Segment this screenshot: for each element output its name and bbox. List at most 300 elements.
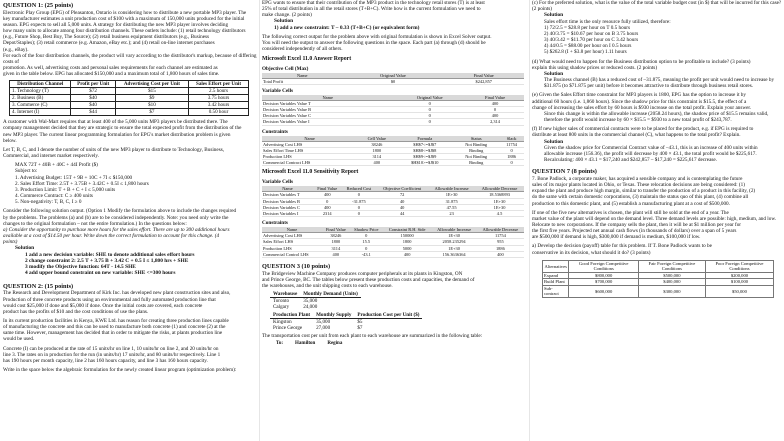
table-cell: $5 bbox=[357, 319, 363, 326]
column-header: Profit per Unit bbox=[71, 81, 115, 88]
text-line: You will need the output to answer the following questions in the space. Each part (a) through (d) should be bbox=[262, 40, 486, 47]
table-row bbox=[543, 285, 774, 297]
table-cell: $500,000 bbox=[638, 272, 705, 279]
column-left bbox=[3, 0, 258, 441]
solution-label: Solution bbox=[274, 18, 294, 25]
column-header: Allowable Increase bbox=[431, 227, 476, 233]
distribution-table bbox=[9, 80, 249, 116]
table-header-row bbox=[262, 73, 524, 79]
column-header: Constraint R.H. Side bbox=[383, 227, 432, 233]
table-cell: 400 bbox=[313, 192, 342, 198]
objective-cell-label: Objective Cell (Max) bbox=[262, 65, 309, 72]
table-cell: 38246 bbox=[357, 141, 396, 147]
table-cell: $H$9<=$J$9 bbox=[396, 153, 453, 159]
constraints-label: Constraints bbox=[262, 128, 288, 135]
production-plant-table bbox=[270, 312, 422, 331]
table-cell: 0.50 hour bbox=[189, 109, 249, 116]
table-cell: Decision Variables I bbox=[262, 210, 313, 216]
solution-line: 1 add a new decision variable: SHE to denote additional sales effort hours bbox=[25, 251, 195, 258]
table-cell: 72 bbox=[376, 192, 428, 198]
text-line: distribute at least 800 units in the commercial channel (C), what happens to the total profit? Explain. bbox=[532, 132, 741, 139]
table-cell: Calgary bbox=[273, 304, 290, 311]
table-cell: Production LHS bbox=[262, 245, 322, 251]
text-line: expand the plant and produce high margin, similar to transfer the production of a product in this facility, (2) bbox=[532, 188, 756, 195]
lp-line: 4. Commerce Contract: C ≥ 400 units bbox=[15, 193, 93, 200]
solution-line: 4 add upper bound constraint on new variable: SHE <=300 hours bbox=[25, 270, 176, 277]
column-header: Objective Coefficient bbox=[376, 186, 428, 192]
table-cell: 400 bbox=[466, 100, 524, 106]
table-cell: 400 bbox=[313, 204, 342, 210]
lp-objective: MAX 72T + 40B + 40C + 44I Profit ($) bbox=[15, 162, 98, 169]
table-cell: Decision Variables Value T bbox=[262, 100, 393, 106]
table-cell: 1800 bbox=[357, 147, 396, 153]
column-header: To: bbox=[276, 341, 284, 347]
column-header: Formula bbox=[396, 136, 453, 142]
lp-line: 3. Production Limit: T + B + C + I ≤ 5,000 units bbox=[15, 186, 116, 193]
column-header: Original Value bbox=[343, 73, 444, 79]
column-header: Shadow Price bbox=[350, 227, 383, 233]
table-cell: $300,000 bbox=[638, 285, 705, 297]
column-header: Production Plant bbox=[270, 312, 313, 319]
transport-table bbox=[270, 341, 348, 347]
column-header: Name bbox=[262, 227, 322, 233]
part-e-question: (e) Given the Sales Effort time constraint for MP3 players is 1800, EPG has the option to increase it by bbox=[532, 92, 746, 99]
lp-line: 2. Sales Effort Time: 2.5T + 3.75B + 3.42C + 0.5I ≤ 1,800 hours bbox=[15, 180, 149, 187]
column-divider bbox=[529, 0, 530, 441]
text-line: make change. (2 points) bbox=[262, 12, 312, 19]
table-cell: 400 bbox=[357, 160, 396, 166]
table-row bbox=[262, 160, 524, 166]
table-cell: 1E+30 bbox=[431, 245, 476, 251]
table-row bbox=[10, 109, 249, 116]
column-header: Name bbox=[262, 95, 393, 101]
column-header: Poor Foreign Competitive Conditions bbox=[705, 260, 773, 272]
part-f-question: (f) If new higher sales of commercial contracts were to be placed for the product, e.g. if EPG is required to bbox=[532, 126, 754, 133]
solution-line: 2) 40/3.75 = $10.67 per hour on B 3.75 hours bbox=[544, 30, 639, 37]
table-cell: $700,000 bbox=[569, 279, 639, 286]
solution-line: 2 change constraint 2: 2.5 T + 3.75 B + 3.42 C + 0.5 I ≤ 1,800 hrs + SHE bbox=[25, 257, 189, 264]
text-line: line 3. The rates on in production for the run (in units/hr) 17 units/hr, and 80 units/hr respectively. Line 1 bbox=[3, 351, 221, 358]
table-cell: Decision Variables B bbox=[262, 198, 313, 204]
table-cell: 1. Technology (T) bbox=[10, 88, 71, 95]
text-line: season. EPG expects to sell all 5,000 units. A strategy for distributing the new MP3 player involves deciding bbox=[3, 21, 229, 28]
solution-line: $31.875 (to $71.875 per unit) before it becomes attractive to distribute through business retail stores. bbox=[544, 83, 754, 90]
table-cell: Build Plant bbox=[543, 279, 569, 286]
sensitivity-constraints-label: Constraints bbox=[262, 220, 288, 227]
text-line: EPG wants to ensure that their contribution of the MP3 product in the technology retail stores (T) is at least bbox=[262, 0, 485, 6]
text-line: 7. Bone Padlock, a corporate maker, has acquired a sensible company and is contemplating the future bbox=[532, 175, 743, 182]
column-header: Final Value bbox=[443, 73, 524, 79]
solution-line: 3 modify the Objective function: 64T - 14.5 SHE bbox=[25, 264, 136, 271]
table-cell: 11754 bbox=[477, 233, 524, 239]
table-cell: 0 bbox=[313, 198, 342, 204]
table-cell: 3114 bbox=[322, 245, 350, 251]
table-cell: 2058.235294 bbox=[431, 239, 476, 245]
table-cell: 0 bbox=[499, 160, 524, 166]
table-cell: 31.875 bbox=[428, 198, 475, 204]
table-cell: 23 bbox=[428, 210, 475, 216]
column-header: Allowable Decrease bbox=[477, 227, 524, 233]
table-cell: Commercial Contract LHS bbox=[262, 160, 357, 166]
text-line: would cost $25,000 if done and $5,000 if done. Once the initial costs are covered, each concrete bbox=[3, 302, 203, 309]
table-cell: 1E+30 bbox=[475, 204, 524, 210]
text-line: key manufacturer estimates a unit production cost of $100 with a maximum of 150,000 units produced for the initial bbox=[3, 15, 245, 22]
answer-report-title: Microsoft Excel 11.0 Answer Report bbox=[262, 55, 352, 62]
part-a-question: a) Develop the decision (payoff) table for this problem. If T. Bone Padlock wants to be bbox=[532, 243, 712, 250]
table-cell: 0 bbox=[342, 204, 377, 210]
text-line: (e.g., Future Shop, Best Buy, The Source); (2) retail business equipment distributors (e.g., Business bbox=[3, 34, 210, 41]
q3-heading: QUESTION 3 (10 points) bbox=[262, 262, 331, 270]
table-cell: 4.5 bbox=[475, 210, 524, 216]
table-cell: -43.1 bbox=[350, 251, 383, 257]
table-cell: 3114 bbox=[357, 153, 396, 159]
q2-heading: QUESTION 2: (15 points) bbox=[3, 282, 74, 290]
table-cell: 0 bbox=[466, 106, 524, 112]
table-cell: 35,000 bbox=[303, 298, 318, 305]
text-line: would be used. bbox=[3, 336, 35, 343]
table-cell: 47.55 bbox=[428, 204, 475, 210]
text-line: The Bridgeview Machine Company produces computer peripherals at its plants in Kingston, ON bbox=[262, 270, 463, 277]
text-line: by the problems. The problems (a) and (b) are to be considered independently. Note: you need only write the bbox=[3, 214, 229, 221]
text-line: considered independently of all others. bbox=[262, 46, 343, 53]
table-cell: Decision Variables Value B bbox=[262, 106, 393, 112]
column-header: Warehouse bbox=[270, 291, 300, 298]
solution-line: Sales effort time is the only resource fully utilized, therefore: bbox=[544, 18, 671, 25]
table-cell: 0 bbox=[350, 233, 383, 239]
table-cell: $600,000 bbox=[569, 285, 639, 297]
table-cell: 35,000 bbox=[316, 319, 331, 326]
table-header-row bbox=[270, 341, 348, 347]
table-cell: 0 bbox=[499, 147, 524, 153]
column-header: Fair Foreign Competitive Conditions bbox=[638, 260, 705, 272]
table-cell: Decision Variables C bbox=[262, 204, 313, 210]
text-line: below. bbox=[3, 137, 17, 144]
table-cell: $200,000 bbox=[705, 272, 773, 279]
text-line: are $500,000 if demand is high, $300,000 if demand is medium, $100,000 if low. bbox=[532, 234, 701, 241]
table-row bbox=[262, 210, 524, 216]
table-cell: $H$7<=$J$7 bbox=[396, 141, 453, 147]
column-header: Slack bbox=[499, 136, 524, 142]
table-cell: Sales Effort LHS bbox=[262, 239, 322, 245]
solution-line: therefore the profit would increase by 60 × $15.5 = $930 to a new total profit of $243,787. bbox=[544, 117, 732, 124]
table-cell: 0 bbox=[393, 119, 466, 125]
text-line: sales of its major plants located in Ohio, or Texas. These relocation decisions are being considered: (1) bbox=[532, 182, 745, 189]
table-cell: $H$8<=$J$8 bbox=[396, 147, 453, 153]
table-cell: 40 bbox=[376, 204, 428, 210]
table-row bbox=[270, 304, 361, 310]
table-cell: $40 bbox=[71, 95, 115, 102]
table-cell: Sub-contract bbox=[543, 285, 569, 297]
table-cell: 44 bbox=[376, 210, 428, 216]
table-cell: 5000 bbox=[383, 245, 432, 251]
text-line: additional 60 hours (i.e. 1,860 hours). Since the shadow price for this constraint is $15.5, the effect of a bbox=[532, 98, 747, 105]
table-header-row bbox=[10, 81, 249, 88]
table-cell: 2.5 hours bbox=[189, 88, 249, 95]
text-line: changes to the original formulation – not the entire formulation.) In the questions below: bbox=[3, 220, 187, 227]
table-cell: Sales Effort Time LHS bbox=[262, 147, 357, 153]
table-cell: Decision Variables Value C bbox=[262, 113, 393, 119]
table-cell: -31.875 bbox=[342, 198, 377, 204]
solution-line: Since this change is within the allowable increase (2058.24 hours), the shadow price of $15.5 remains valid, bbox=[544, 110, 769, 117]
column-header: Final Value bbox=[322, 227, 350, 233]
table-cell: 3. Commerce (C) bbox=[10, 102, 71, 109]
table-cell: 400 bbox=[466, 113, 524, 119]
text-line: available at a cost of $14.50 per hour. Write down the correct formulation to account for this change. (4 bbox=[3, 232, 220, 239]
table-cell: $800,000 bbox=[569, 272, 639, 279]
table-cell: 0 bbox=[393, 113, 466, 119]
table-cell: 400 bbox=[322, 251, 350, 257]
table-cell: $100,000 bbox=[705, 279, 773, 286]
text-line: 25% of total distribution in all the retail stores (T+B+C). Write how is the current formulation we need to bbox=[262, 6, 481, 13]
table-cell: 0 bbox=[393, 100, 466, 106]
table-cell: Binding bbox=[453, 160, 499, 166]
table-cell: 4. Internet (I) bbox=[10, 109, 71, 116]
table-cell: 3.42 hours bbox=[189, 102, 249, 109]
table-header-row bbox=[270, 291, 361, 298]
text-line: how many units to allocate among four distribution channels. These outlets include: (1) retail technology distributors bbox=[3, 28, 246, 35]
table-cell: 38246 bbox=[322, 233, 350, 239]
table-cell: 3.75 hours bbox=[189, 95, 249, 102]
table-cell: Production LHS bbox=[262, 153, 357, 159]
table-cell: Not Binding bbox=[453, 141, 499, 147]
lp-line: Subject to: bbox=[15, 168, 38, 175]
table-cell: Not Binding bbox=[453, 153, 499, 159]
text-line: of manufacturing the concrete and this can be used to manufacture both concrete (1) and concrete (2) at the bbox=[3, 324, 226, 331]
table-cell: 0 bbox=[342, 210, 377, 216]
column-header: Good Foreign Competitive Conditions bbox=[569, 260, 639, 272]
table-cell: $40 bbox=[71, 102, 115, 109]
table-cell: $44 bbox=[71, 109, 115, 116]
q1-body bbox=[3, 119, 258, 276]
table-cell: Decision Variables Value I bbox=[262, 119, 393, 125]
constraints-table bbox=[262, 136, 524, 167]
table-row bbox=[262, 119, 524, 125]
warehouse-table bbox=[270, 291, 361, 310]
column-header: Final Value bbox=[313, 186, 342, 192]
column-header: Sales Effort per Unit bbox=[189, 81, 249, 88]
table-cell: $0 bbox=[343, 78, 444, 84]
variable-cells-label: Variable Cells bbox=[262, 87, 294, 94]
table-cell: $242,857 bbox=[443, 78, 524, 84]
column-header: Cell Value bbox=[357, 136, 396, 142]
part-c-question: (c) For the preferred solution, what is the value of the total variable budget cost (in $) that will be incurred for this case? (2 points) bbox=[532, 0, 782, 13]
table-cell: 18.5368893 bbox=[475, 192, 524, 198]
solution-line: allowable increase (156.36), the profit will decrease by 400 × 43.1, the total profit would be $225,617. bbox=[544, 151, 757, 158]
table-cell: $72 bbox=[71, 88, 115, 95]
solution-line: 5) $262.8 (I + $3.8 per hour) 1.11 hours bbox=[544, 49, 627, 56]
text-line: production to this domestic plant, and (5) establish a manufacturing plant at a cost of $500,000. bbox=[532, 200, 730, 207]
table-cell: 1E+30 bbox=[475, 198, 524, 204]
text-line: Depot/Staples); (3) retail commerce (e.g. Amazon, eBay etc.); and (4) retail on-line internet purchases bbox=[3, 40, 215, 47]
solution-line: Recalculating: 400 × 43.1 = $17,240 and $242,857 – $17,240 = $225,617 decrease. bbox=[544, 157, 718, 164]
solution-label: Solution bbox=[15, 245, 35, 252]
part-d-question: (d) What would need to happen for the Business distribution option to be profitable to include? (3 points) bbox=[532, 58, 751, 65]
solution-line: 3) 40/3.42 = $11.70 per hour on C 3.42 hours bbox=[544, 37, 639, 44]
table-cell: Expand bbox=[543, 272, 569, 279]
part-a-question: a) Consider the opportunity to purchase more hours for the sales effort. There are up to 300 additional hours bbox=[3, 226, 230, 233]
text-line: the warehouses, and the unit shipping costs to each warehouse. bbox=[262, 282, 393, 289]
table-row bbox=[10, 88, 249, 95]
table-cell: 0 bbox=[393, 106, 466, 112]
table-cell: 1E+30 bbox=[428, 192, 475, 198]
column-header: Original Value bbox=[393, 95, 466, 101]
solution-line: 1) 72/2.5 = $28.8 per hour on T 0.5 hours bbox=[544, 24, 631, 31]
column-header: Distribution Channel bbox=[10, 81, 71, 88]
text-line: Consider the following solution output. (Option 1 Modify the formulation above to include the changes required bbox=[3, 208, 237, 215]
text-line: same time. However, management has decided that in order to mitigate the risks, at plants production line bbox=[3, 330, 223, 337]
table-cell: Decision Variables T bbox=[262, 192, 313, 198]
table-cell: 400 bbox=[477, 251, 524, 257]
table-cell: 2. Business (B) bbox=[10, 95, 71, 102]
table-cell: $H$10>=$J$10 bbox=[396, 160, 453, 166]
table-cell: 0 bbox=[350, 245, 383, 251]
text-line: do the same with certain domestic corporations, (3) maintain the status quo of this plant, (4) combine all bbox=[532, 194, 749, 201]
text-line: In its current production facilities in Kenya, KWE Ltd. has reason for creating three production lines capable bbox=[3, 317, 229, 324]
table-header-row bbox=[543, 260, 774, 272]
column-right bbox=[532, 0, 782, 441]
column-middle bbox=[262, 0, 528, 441]
column-header: Allowable Increase bbox=[428, 186, 475, 192]
text-line: Electronic Play Group (EPG) of Pleasanton, Ontario is considering how to distribute a new portable MP3 player. The bbox=[3, 9, 247, 16]
q1-intro bbox=[3, 10, 258, 78]
table-cell: 1886 bbox=[499, 153, 524, 159]
table-cell: $7 bbox=[357, 325, 363, 332]
text-line: Let T, B, C, and I denote the number of units of the new MP3 player to distribute to Technology, Business, bbox=[3, 146, 225, 153]
text-line: If one of the five new alternatives is chosen, the plant will still be sold at the end of a year. The bbox=[532, 209, 729, 216]
table-cell: $10 bbox=[115, 102, 188, 109]
table-cell: Binding bbox=[453, 147, 499, 153]
table-cell: 0 bbox=[342, 192, 377, 198]
table-cell: 156.3636364 bbox=[431, 251, 476, 257]
column-header: Production Cost per Unit ($) bbox=[354, 312, 422, 319]
table-cell: 2314 bbox=[313, 210, 342, 216]
q2-body bbox=[3, 290, 258, 373]
table-cell: $400,000 bbox=[638, 279, 705, 286]
text-line: explain this using shadow prices or reduced costs. (2 points) bbox=[532, 64, 658, 71]
sensitivity-variable-label: Variable Cells bbox=[262, 179, 294, 186]
table-cell: Advertising Cost LHS bbox=[262, 141, 357, 147]
q7-heading: QUESTION 7 (8 points) bbox=[532, 168, 597, 176]
text-line: (e.g., eBay). bbox=[3, 46, 29, 53]
table-cell: 40 bbox=[376, 198, 428, 204]
lp-line: 1. Advertising Budget: 15T + 9B + 10C + 7I ≤ $150,000 bbox=[15, 174, 133, 181]
table-cell: 2,314 bbox=[466, 119, 524, 125]
table-row bbox=[10, 95, 249, 102]
text-line: Concrete (I) can be produced at the rate of 15 units/hr on line 1, 10 units/hr on line 2, and 20 units/hr on bbox=[3, 345, 219, 352]
table-cell: 11754 bbox=[499, 141, 524, 147]
text-line: The transportation cost per unit from each plant to each warehouse are summarized in the following table: bbox=[262, 333, 483, 340]
text-line: new MP3 player. The current linear programming formulation for EPG's market distribution problem is given bbox=[3, 131, 231, 138]
table-cell: Advertising Cost LHS bbox=[262, 233, 322, 239]
text-line: The following correct output for the problem above with original formulation is shown in Excel Solver output. bbox=[262, 34, 492, 41]
table-cell: $50,000 bbox=[705, 285, 773, 297]
text-line: has 190 hours per month capacity, line 2 has 160 hours capacity, and line 3 has 160 hours capacity. bbox=[3, 357, 208, 364]
solution-label: Solution bbox=[544, 138, 564, 145]
text-line: Production of three concrete products using an environmental and fully automated production line that bbox=[3, 296, 216, 303]
column-header: Advertising Cost per Unit bbox=[115, 81, 188, 88]
column-divider bbox=[259, 0, 260, 441]
text-line: conservative in its decision, what should it do? (3 points) bbox=[532, 249, 651, 256]
column-header: Name bbox=[262, 186, 313, 192]
column-header: Monthly Demand (Units) bbox=[300, 291, 361, 298]
text-line: Relocate to new corporations. If the company sells the plant, then it will be at $1 million per year for bbox=[532, 222, 742, 229]
column-header: Name bbox=[262, 73, 343, 79]
text-line: points) bbox=[3, 239, 18, 246]
lp-line: 5. Non-negativity: T, B, C, I ≥ 0 bbox=[15, 199, 82, 206]
table-cell: 1E+30 bbox=[431, 233, 476, 239]
table-cell: 15.5 bbox=[350, 239, 383, 245]
table-cell: 27,000 bbox=[316, 325, 331, 332]
text-line: and Prince George, BC. The tables below present these production costs and capacities, the demand of bbox=[262, 276, 475, 283]
solution-label: Solution bbox=[544, 70, 564, 77]
q1-heading: QUESTION 1: (25 points) bbox=[3, 2, 74, 9]
text-line: For each of the four distribution channels, the product will vary according to the distributor's markup, because of differing costs of bbox=[3, 52, 257, 65]
column-header: Monthly Supply bbox=[313, 312, 354, 319]
column-header: Hamilton bbox=[295, 341, 316, 347]
table-row bbox=[10, 102, 249, 109]
table-row bbox=[262, 78, 524, 84]
column-header: Allowable Decrease bbox=[475, 186, 524, 192]
column-header: Status bbox=[453, 136, 499, 142]
table-cell: 400 bbox=[383, 251, 432, 257]
text-line: given in the table below. EPG has allocated $150,000 and a maximum total of 1,800 hours of sales time. bbox=[3, 71, 220, 78]
sensitivity-report-title: Microsoft Excel 11.0 Sensitivity Report bbox=[262, 169, 359, 176]
text-line: The Research and Development Department of Kirk Inc. has developed new plant construction sites and also, bbox=[3, 290, 231, 297]
text-line: Write in the space below the algebraic formulation for the newly created linear program (optimization problem): bbox=[3, 367, 237, 374]
table-row bbox=[270, 325, 422, 331]
table-cell: Toronto bbox=[273, 298, 290, 305]
variable-cells-table bbox=[262, 95, 524, 126]
table-cell: $15 bbox=[115, 88, 188, 95]
text-line: market value of the plant will depend on the demand level. Three demand levels are possible: high, medium, and low. bbox=[532, 215, 777, 222]
text-line: promotion. As well, advertising costs and personal sales requirements for each channel are estimated as bbox=[3, 65, 218, 71]
column-header: Alternatives bbox=[543, 260, 569, 272]
solution-label: Solution bbox=[544, 12, 564, 19]
text-line: product has the profits of $10 and the cost conditions of use the plans. bbox=[3, 308, 149, 315]
table-cell: 955 bbox=[477, 239, 524, 245]
text-line: A customer with Wal-Mart requires that at least 400 of the 5,000 units MP3 players be distributed there. The bbox=[3, 119, 228, 126]
table-cell: Commercial Control LHS bbox=[262, 251, 322, 257]
solution-line: The Business channel (B) has a reduced cost of –31.875, meaning the profit per unit would need to increase by bbox=[544, 77, 775, 84]
table-cell: Prince George bbox=[273, 325, 303, 332]
text-line: the first five years. Projected net annual cash flows (in thousands of dollars) over a span of 5 years bbox=[532, 228, 737, 235]
solution-line: 1) add a new constraint: T – 0.33 (T+B+C) (or equivalent form) bbox=[274, 24, 420, 31]
solution-line: Given the shadow price for Commercial Contract value of –43.1, this is an increase of 400 units within bbox=[544, 144, 758, 151]
table-cell: $9 bbox=[115, 95, 188, 102]
column-header: Name bbox=[262, 136, 357, 142]
payoff-table bbox=[542, 260, 774, 298]
sensitivity-variable-table bbox=[262, 186, 524, 217]
objective-table bbox=[262, 73, 524, 85]
text-line: change of increasing the sales effort by 60 hours is $930 increase on the total profit. Explain your answer. bbox=[532, 104, 752, 111]
column-header: Regina bbox=[327, 341, 343, 347]
table-cell: 1886 bbox=[477, 245, 524, 251]
sensitivity-constraints-table bbox=[262, 227, 524, 258]
table-cell: 150000 bbox=[383, 233, 432, 239]
table-cell: 1800 bbox=[383, 239, 432, 245]
table-cell: 1800 bbox=[322, 239, 350, 245]
column-header: Final Value bbox=[466, 95, 524, 101]
solution-line: 4) 44/0.5 = $88.00 per hour on I 0.5 hours bbox=[544, 43, 632, 50]
table-cell: $7 bbox=[115, 109, 188, 116]
table-cell: Total Profit bbox=[262, 78, 343, 84]
table-header-row bbox=[270, 312, 422, 319]
table-cell: 24,000 bbox=[303, 304, 318, 311]
column-header: Reduced Cost bbox=[342, 186, 377, 192]
table-row bbox=[262, 251, 524, 257]
table-cell: Kingston bbox=[273, 319, 292, 326]
text-line: Commercial, and internet market respectively. bbox=[3, 153, 99, 160]
